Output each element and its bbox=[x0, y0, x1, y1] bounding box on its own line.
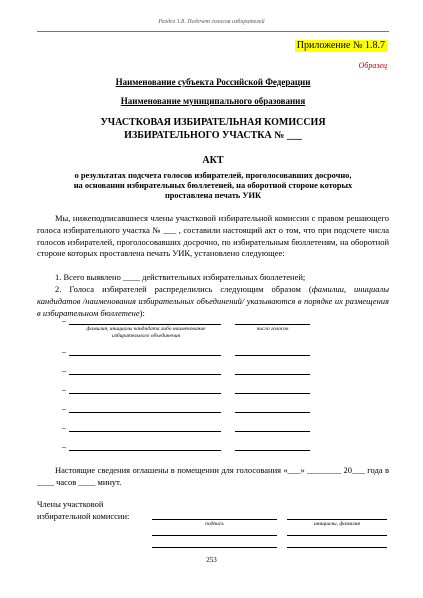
name-fill-line bbox=[69, 412, 221, 413]
commission-title bbox=[37, 116, 389, 142]
vote-row bbox=[62, 423, 322, 435]
name-fill-line bbox=[69, 324, 221, 325]
name-fill-line bbox=[69, 393, 221, 394]
votes-fill-line bbox=[235, 324, 310, 325]
act-subtitle-line-3: проставлена печать УИК bbox=[164, 191, 262, 201]
commission-title-line-1: УЧАСТКОВАЯ ИЗБИРАТЕЛЬНАЯ КОМИССИЯ bbox=[100, 117, 326, 128]
name-fill-line bbox=[69, 355, 221, 356]
members-label: Члены участковой избирательной комиссии: bbox=[37, 499, 130, 521]
name-line bbox=[287, 535, 387, 536]
name-line bbox=[287, 547, 387, 548]
subject-title: Наименование субъекта Российской Федерации bbox=[115, 77, 311, 87]
act-subtitle bbox=[37, 171, 389, 202]
signature-line bbox=[152, 547, 277, 548]
row-marker: – bbox=[62, 366, 66, 375]
vote-row bbox=[62, 404, 322, 416]
appendix-label: Приложение № 1.8.7 bbox=[296, 40, 385, 51]
row-marker: – bbox=[62, 316, 66, 325]
page-number: 253 bbox=[206, 556, 217, 564]
municipality-title: Наименование муниципального образования bbox=[120, 96, 306, 106]
name-caption: инициалы, фамилия bbox=[314, 521, 360, 527]
item-1: 1. Всего выявлено ____ действительных избирательных бюллетеней; bbox=[55, 272, 306, 282]
sample-label: Образец bbox=[358, 61, 387, 70]
act-subtitle-line-1: о результатах подсчета голосов избирателей, проголосовавших досрочно, bbox=[74, 171, 352, 180]
row-marker: – bbox=[62, 442, 66, 451]
name-fill-line bbox=[69, 431, 221, 432]
votes-fill-line bbox=[235, 393, 310, 394]
item-2 bbox=[37, 284, 389, 319]
row-marker: – bbox=[62, 347, 66, 356]
votes-fill-line bbox=[235, 412, 310, 413]
votes-fill-line bbox=[235, 431, 310, 432]
row-marker: – bbox=[62, 385, 66, 394]
signature-line bbox=[152, 535, 277, 536]
vote-row bbox=[62, 366, 322, 378]
item-2-end: ): bbox=[139, 307, 145, 318]
votes-fill-line bbox=[235, 374, 310, 375]
votes-column-caption: число голосов bbox=[256, 326, 289, 332]
item-2-italic: фамилии, инициалы кандидатов /наименования избирательных объединений/ указываются в порядке их размещения в избирательном бюллетене bbox=[37, 284, 389, 318]
name-fill-line bbox=[69, 374, 221, 375]
closing-paragraph: Настоящие сведения оглашены в помещении для голосования «___» ________ 20___ года в ____ часов ____ минут. bbox=[37, 465, 389, 487]
commission-title-line-2: ИЗБИРАТЕЛЬНОГО УЧАСТКА № ___ bbox=[124, 130, 302, 141]
vote-row bbox=[62, 442, 322, 454]
votes-fill-line bbox=[235, 355, 310, 356]
vote-row bbox=[62, 385, 322, 397]
item-2-text: 2. Голоса избирателей распределились следующим образом ( bbox=[55, 284, 312, 294]
act-subtitle-line-2: на основании избирательных бюллетеней, на оборотной стороне которых bbox=[73, 181, 353, 191]
row-marker: – bbox=[62, 423, 66, 432]
act-title: АКТ bbox=[202, 155, 224, 166]
running-header: Раздел 1.8. Подсчет голосов избирателей bbox=[158, 19, 265, 25]
row-marker: – bbox=[62, 404, 66, 413]
name-line bbox=[287, 519, 387, 520]
header-rule bbox=[37, 31, 389, 32]
intro-paragraph: Мы, нижеподписавшиеся члены участковой избирательной комиссии с правом решающего голоса избирательного участка № ___ , составили настоящий акт о том, что при подсчете числа голосов избирателей, проголосовавших досрочно, по избирательным бюллетеням, на оборотной стороне которых проставлена печать УИК, установлено следующее: bbox=[37, 213, 389, 259]
name-column-caption: фамилия, инициалы кандидата либо наименование избирательного объединения bbox=[86, 326, 206, 339]
votes-fill-line bbox=[235, 450, 310, 451]
name-fill-line bbox=[69, 450, 221, 451]
signature-line bbox=[152, 519, 277, 520]
vote-row bbox=[62, 347, 322, 359]
signature-caption: подпись bbox=[205, 521, 224, 527]
